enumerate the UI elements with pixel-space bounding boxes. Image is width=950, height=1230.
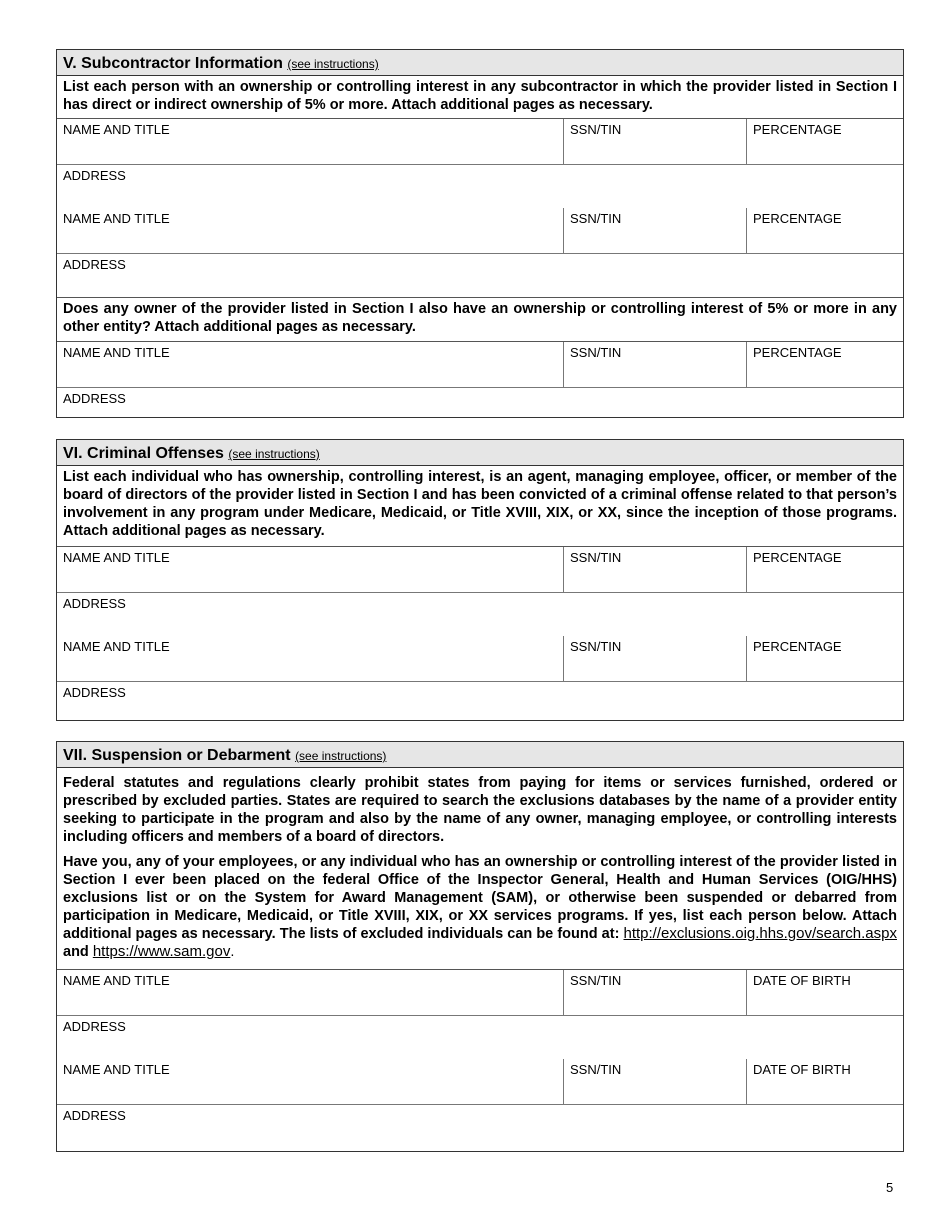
ssn-tin-field[interactable] bbox=[564, 119, 747, 164]
field-label: SSN/TIN bbox=[570, 639, 622, 654]
field-label: NAME AND TITLE bbox=[63, 345, 170, 360]
address-field[interactable] bbox=[57, 1016, 903, 1059]
section-criminal-offenses bbox=[56, 439, 904, 721]
field-label: PERCENTAGE bbox=[753, 211, 842, 226]
field-label: SSN/TIN bbox=[570, 211, 622, 226]
field-label: PERCENTAGE bbox=[753, 345, 842, 360]
field-label: ADDRESS bbox=[63, 257, 126, 272]
address-row bbox=[57, 593, 903, 636]
address-row bbox=[57, 388, 903, 431]
field-label: SSN/TIN bbox=[570, 345, 622, 360]
percentage-field[interactable] bbox=[747, 547, 903, 592]
name-and-title-field[interactable] bbox=[57, 547, 564, 592]
section-subcontractor-information bbox=[56, 49, 904, 418]
field-label: ADDRESS bbox=[63, 685, 126, 700]
address-field[interactable] bbox=[57, 682, 903, 725]
address-row bbox=[57, 165, 903, 208]
ssn-tin-field[interactable] bbox=[564, 208, 747, 253]
person-row bbox=[57, 547, 903, 593]
field-label: NAME AND TITLE bbox=[63, 211, 170, 226]
person-row bbox=[57, 970, 903, 1016]
person-row bbox=[57, 636, 903, 682]
field-label: ADDRESS bbox=[63, 168, 126, 183]
section-header bbox=[57, 50, 903, 76]
field-label: PERCENTAGE bbox=[753, 639, 842, 654]
field-label: NAME AND TITLE bbox=[63, 122, 170, 137]
name-and-title-field[interactable] bbox=[57, 1059, 564, 1104]
percentage-field[interactable] bbox=[747, 636, 903, 681]
date-of-birth-field[interactable] bbox=[747, 1059, 903, 1104]
name-and-title-field[interactable] bbox=[57, 342, 564, 387]
address-field[interactable] bbox=[57, 1105, 903, 1148]
percentage-field[interactable] bbox=[747, 208, 903, 253]
address-row bbox=[57, 1105, 903, 1148]
field-label: SSN/TIN bbox=[570, 122, 622, 137]
exclusion-question-text: Have you, any of your employees, or any individual who has an ownership or controlling interest of the provider listed in Section I ever been placed on the federal Office of the Inspector General, Health and Human Services (OIG/HHS) exclusions list or on the System for Award Management (SAM), or otherwise been suspended or debarred from participation in Medicare, Medicaid, or Title XVIII, XIX, or XX services programs. If yes, list each person below. Attach additional pages as necessary. The lists of excluded individuals can be found at: bbox=[63, 854, 897, 942]
and-text: and bbox=[63, 944, 89, 960]
section-title: VI. Criminal Offenses bbox=[63, 445, 224, 462]
percentage-field[interactable] bbox=[747, 119, 903, 164]
field-label: DATE OF BIRTH bbox=[753, 973, 851, 988]
address-row bbox=[57, 1016, 903, 1059]
section-header bbox=[57, 742, 903, 768]
field-label: SSN/TIN bbox=[570, 1062, 622, 1077]
person-row bbox=[57, 342, 903, 388]
name-and-title-field[interactable] bbox=[57, 970, 564, 1015]
section-suspension-debarment bbox=[56, 741, 904, 1152]
field-label: NAME AND TITLE bbox=[63, 550, 170, 565]
ssn-tin-field[interactable] bbox=[564, 636, 747, 681]
see-instructions-link[interactable]: (see instructions) bbox=[228, 447, 320, 461]
page-number: 5 bbox=[886, 1180, 894, 1195]
field-label: ADDRESS bbox=[63, 1108, 126, 1123]
date-of-birth-field[interactable] bbox=[747, 970, 903, 1015]
field-label: NAME AND TITLE bbox=[63, 639, 170, 654]
person-row bbox=[57, 208, 903, 254]
ownership-question: Does any owner of the provider listed in Section I also have an ownership or controlling interest of 5% or more in any other entity? Attach additional pages as necessary. bbox=[57, 297, 903, 342]
name-and-title-field[interactable] bbox=[57, 119, 564, 164]
name-and-title-field[interactable] bbox=[57, 636, 564, 681]
sam-gov-link[interactable]: https://www.sam.gov bbox=[92, 943, 231, 960]
field-label: ADDRESS bbox=[63, 596, 126, 611]
ssn-tin-field[interactable] bbox=[564, 342, 747, 387]
field-label: SSN/TIN bbox=[570, 973, 622, 988]
ssn-tin-field[interactable] bbox=[564, 1059, 747, 1104]
section-header bbox=[57, 440, 903, 466]
period: . bbox=[230, 944, 235, 960]
section-intro: List each individual who has ownership, controlling interest, is an agent, managing employee, officer, or member of the board of directors of the provider listed in Section I and has been convicted of a criminal offense related to that person’s involvement in any program under Medicare, Medicaid, or Title XVIII, XIX, or XX, since the inception of those programs. Attach additional pages as necessary. bbox=[57, 466, 903, 547]
section-title: VII. Suspension or Debarment bbox=[63, 747, 291, 764]
ssn-tin-field[interactable] bbox=[564, 970, 747, 1015]
oig-exclusions-link[interactable]: http://exclusions.oig.hhs.gov/search.aspx bbox=[623, 925, 897, 942]
exclusion-question bbox=[57, 846, 903, 961]
address-field[interactable] bbox=[57, 593, 903, 636]
field-label: DATE OF BIRTH bbox=[753, 1062, 851, 1077]
field-label: PERCENTAGE bbox=[753, 122, 842, 137]
field-label: PERCENTAGE bbox=[753, 550, 842, 565]
see-instructions-link[interactable]: (see instructions) bbox=[287, 57, 379, 71]
field-label: NAME AND TITLE bbox=[63, 973, 170, 988]
percentage-field[interactable] bbox=[747, 342, 903, 387]
see-instructions-link[interactable]: (see instructions) bbox=[295, 749, 387, 763]
section-title: V. Subcontractor Information bbox=[63, 55, 283, 72]
field-label: ADDRESS bbox=[63, 391, 126, 406]
address-field[interactable] bbox=[57, 388, 903, 431]
section-intro: List each person with an ownership or controlling interest in any subcontractor in which the provider listed in Section I has direct or indirect ownership of 5% or more. Attach additional pages as necessary. bbox=[57, 76, 903, 119]
address-row bbox=[57, 254, 903, 297]
ssn-tin-field[interactable] bbox=[564, 547, 747, 592]
person-row bbox=[57, 119, 903, 165]
address-field[interactable] bbox=[57, 165, 903, 208]
field-label: NAME AND TITLE bbox=[63, 1062, 170, 1077]
field-label: ADDRESS bbox=[63, 1019, 126, 1034]
address-field[interactable] bbox=[57, 254, 903, 297]
name-and-title-field[interactable] bbox=[57, 208, 564, 253]
field-label: SSN/TIN bbox=[570, 550, 622, 565]
address-row bbox=[57, 682, 903, 725]
exclusion-statement: Federal statutes and regulations clearly prohibit states from paying for items or services furnished, ordered or prescribed by excluded parties. States are required to search the exclusions databases by the name of a provider entity seeking to participate in the program and also by the name of any owner, managing employee, or controlling interests including officers and members of a board of directors. bbox=[63, 775, 897, 845]
person-row bbox=[57, 1059, 903, 1105]
